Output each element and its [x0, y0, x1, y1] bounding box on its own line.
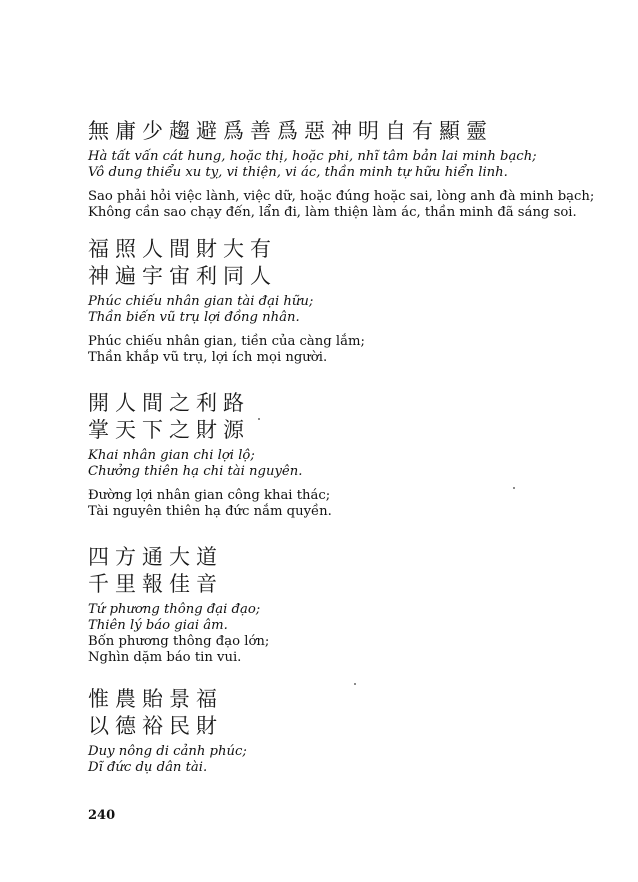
couplet-entry-4: [88, 544, 269, 666]
page-number: 240: [88, 808, 116, 823]
hanzi-line: 以德裕民財: [88, 714, 223, 738]
transliteration-text: [88, 448, 332, 480]
transliteration-line: Vô dung thiểu xu tỵ, vi thiện, vi ác, thần minh tự hữu hiển linh.: [88, 165, 508, 180]
transliteration-line: Hà tất vấn cát hung, hoặc thị, hoặc phi, nhĩ tâm bản lai minh bạch;: [88, 149, 537, 164]
transliteration-line: Thần biến vũ trụ lợi đồng nhân.: [88, 310, 300, 325]
meaning-line: Tài nguyên thiên hạ đức nắm quyền.: [88, 504, 332, 519]
scan-speck: [258, 418, 260, 420]
hanzi-line: 開人間之利路: [88, 391, 250, 415]
transliteration-text: [88, 744, 247, 776]
meaning-line: Nghìn dặm báo tin vui.: [88, 650, 242, 665]
transliteration-text: [88, 294, 365, 326]
meaning-text: [88, 334, 365, 366]
hanzi-line: 無庸少趨避爲善爲惡神明自有顯靈: [88, 119, 493, 143]
hanzi-line: 掌天下之財源: [88, 418, 250, 442]
hanzi-line: 惟農貽景福: [88, 687, 223, 711]
scan-speck: [354, 683, 356, 685]
meaning-text: [88, 189, 594, 221]
transliteration-text: [88, 149, 594, 181]
transliteration-line: Tứ phương thông đại đạo;: [88, 602, 261, 617]
meaning-line: Không cần sao chạy đến, lẩn đi, làm thiện làm ác, thần minh đã sáng soi.: [88, 205, 577, 220]
transliteration-line: Chưởng thiên hạ chi tài nguyên.: [88, 464, 303, 479]
meaning-line: Bốn phương thông đạo lớn;: [88, 634, 270, 649]
scan-speck: [513, 487, 515, 489]
meaning-text: [88, 634, 269, 666]
transliteration-line: Dĩ đức dụ dân tài.: [88, 760, 208, 775]
meaning-line: Sao phải hỏi việc lành, việc dữ, hoặc đúng hoặc sai, lòng anh đà minh bạch;: [88, 189, 595, 204]
couplet-entry-2: [88, 236, 365, 366]
meaning-line: Đường lợi nhân gian công khai thác;: [88, 488, 331, 503]
couplet-entry-3: [88, 390, 332, 520]
transliteration-line: Phúc chiếu nhân gian tài đại hữu;: [88, 294, 314, 309]
transliteration-line: Duy nông di cảnh phúc;: [88, 744, 247, 759]
couplet-entry-1: [88, 118, 594, 221]
transliteration-text: [88, 602, 269, 634]
meaning-line: Phúc chiếu nhân gian, tiền của càng lắm;: [88, 334, 365, 349]
transliteration-line: Thiên lý báo giai âm.: [88, 618, 228, 633]
meaning-line: Thần khắp vũ trụ, lợi ích mọi người.: [88, 350, 328, 365]
meaning-text: [88, 488, 332, 520]
couplet-entry-5: [88, 686, 247, 776]
hanzi-line: 四方通大道: [88, 545, 223, 569]
transliteration-line: Khai nhân gian chi lợi lộ;: [88, 448, 255, 463]
hanzi-line: 千里報佳音: [88, 572, 223, 596]
hanzi-line: 福照人間財大有: [88, 237, 277, 261]
hanzi-line: 神遍宇宙利同人: [88, 264, 277, 288]
